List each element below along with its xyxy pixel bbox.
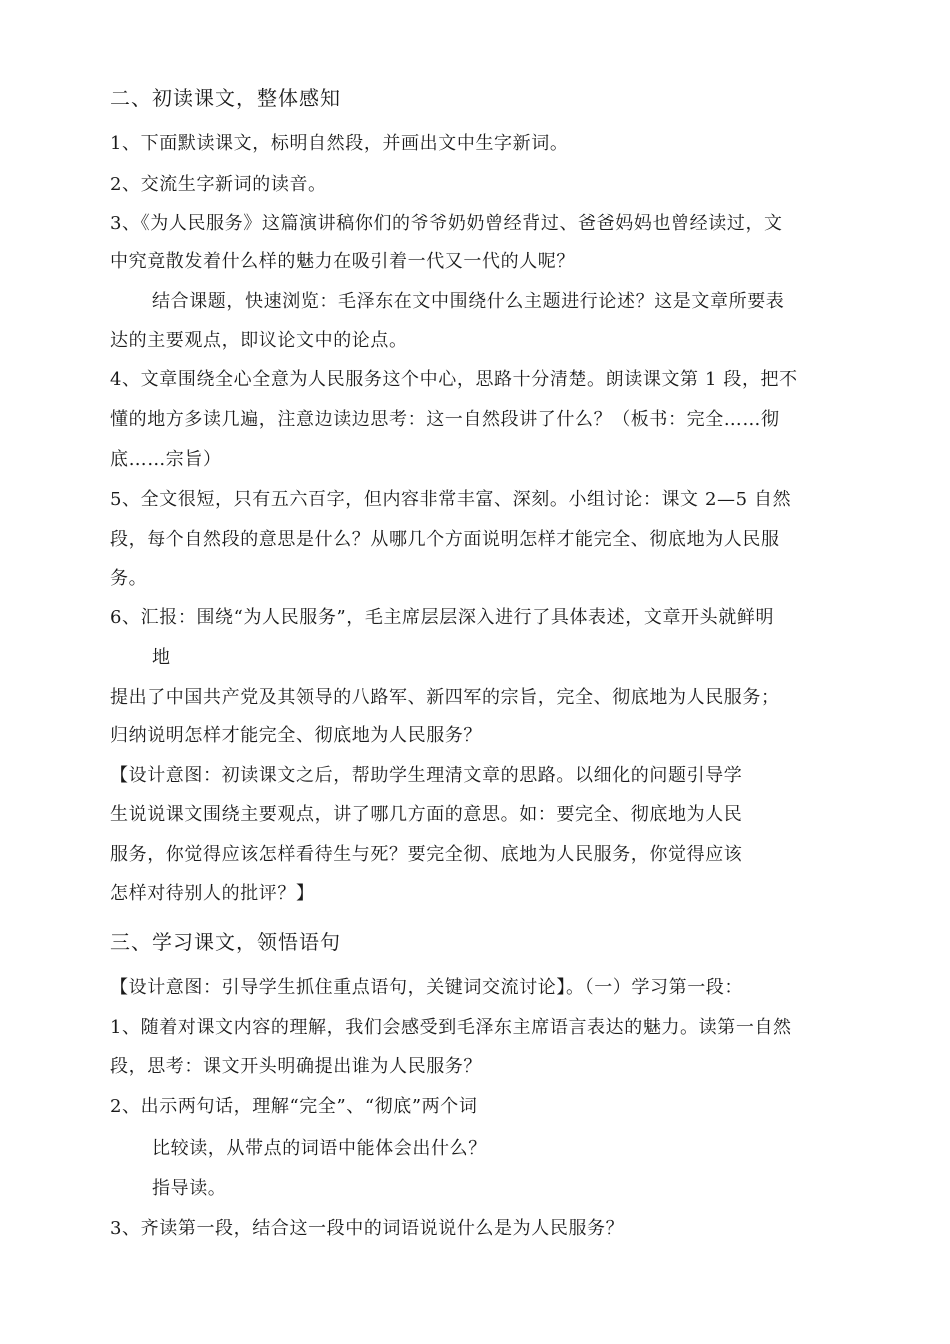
paragraph-line: 地 [152, 647, 171, 668]
paragraph-line: 5、全文很短，只有五六百字，但内容非常丰富、深刻。小组讨论：课文 2—5 自然 [110, 489, 792, 510]
paragraph-line: 3、《为人民服务》这篇演讲稿你们的爷爷奶奶曾经背过、爸爸妈妈也曾经读过，文 [110, 213, 783, 234]
paragraph-line: 6、汇报：围绕“为人民服务”，毛主席层层深入进行了具体表述，文章开头就鲜明 [110, 607, 775, 628]
paragraph-line: 指导读。 [152, 1178, 227, 1199]
design-intent-line: 服务，你觉得应该怎样看待生与死？要完全彻、底地为人民服务，你觉得应该 [110, 844, 743, 865]
paragraph-line: 达的主要观点，即议论文中的论点。 [110, 330, 408, 351]
paragraph-line: 提出了中国共产党及其领导的八路军、新四军的宗旨，完全、彻底地为人民服务； [110, 687, 780, 708]
section-heading-3: 三、学习课文，领悟语句 [110, 930, 341, 954]
paragraph-line: 底……宗旨） [110, 449, 222, 470]
paragraph-line: 1、下面默读课文，标明自然段，并画出文中生字新词。 [110, 133, 569, 154]
paragraph-line: 懂的地方多读几遍，注意边读边思考：这一自然段讲了什么？（板书：完全……彻 [110, 409, 780, 430]
paragraph-line: 1、随着对课文内容的理解，我们会感受到毛泽东主席语言表达的魅力。读第一自然 [110, 1017, 792, 1038]
paragraph-line: 段，思考：课文开头明确提出谁为人民服务？ [110, 1056, 482, 1077]
design-intent-line: 生说说课文围绕主要观点，讲了哪几方面的意思。如：要完全、彻底地为人民 [110, 804, 743, 825]
paragraph-line: 结合课题，快速浏览：毛泽东在文中围绕什么主题进行论述？这是文章所要表 [152, 291, 785, 312]
paragraph-line: 中究竟散发着什么样的魅力在吸引着一代又一代的人呢？ [110, 251, 575, 272]
design-intent-line: 怎样对待别人的批评？】 [110, 883, 315, 904]
paragraph-line: 2、出示两句话，理解“完全”、“彻底”两个词 [110, 1096, 478, 1117]
section-heading-2: 二、初读课文，整体感知 [110, 86, 341, 110]
paragraph-line: 段，每个自然段的意思是什么？从哪几个方面说明怎样才能完全、彻底地为人民服 [110, 529, 780, 550]
paragraph-line: 3、齐读第一段，结合这一段中的词语说说什么是为人民服务？ [110, 1218, 625, 1239]
paragraph-line: 2、交流生字新词的读音。 [110, 174, 327, 195]
paragraph-line: 比较读，从带点的词语中能体会出什么？ [152, 1138, 487, 1159]
paragraph-line: 务。 [110, 568, 148, 589]
paragraph-line: 4、文章围绕全心全意为人民服务这个中心，思路十分清楚。朗读课文第 1 段，把不 [110, 369, 798, 390]
design-intent-line: 【设计意图：引导学生抓住重点语句，关键词交流讨论】。（一）学习第一段： [110, 977, 743, 998]
design-intent-line: 【设计意图：初读课文之后，帮助学生理清文章的思路。以细化的问题引导学 [110, 765, 743, 786]
paragraph-line: 归纳说明怎样才能完全、彻底地为人民服务？ [110, 725, 482, 746]
